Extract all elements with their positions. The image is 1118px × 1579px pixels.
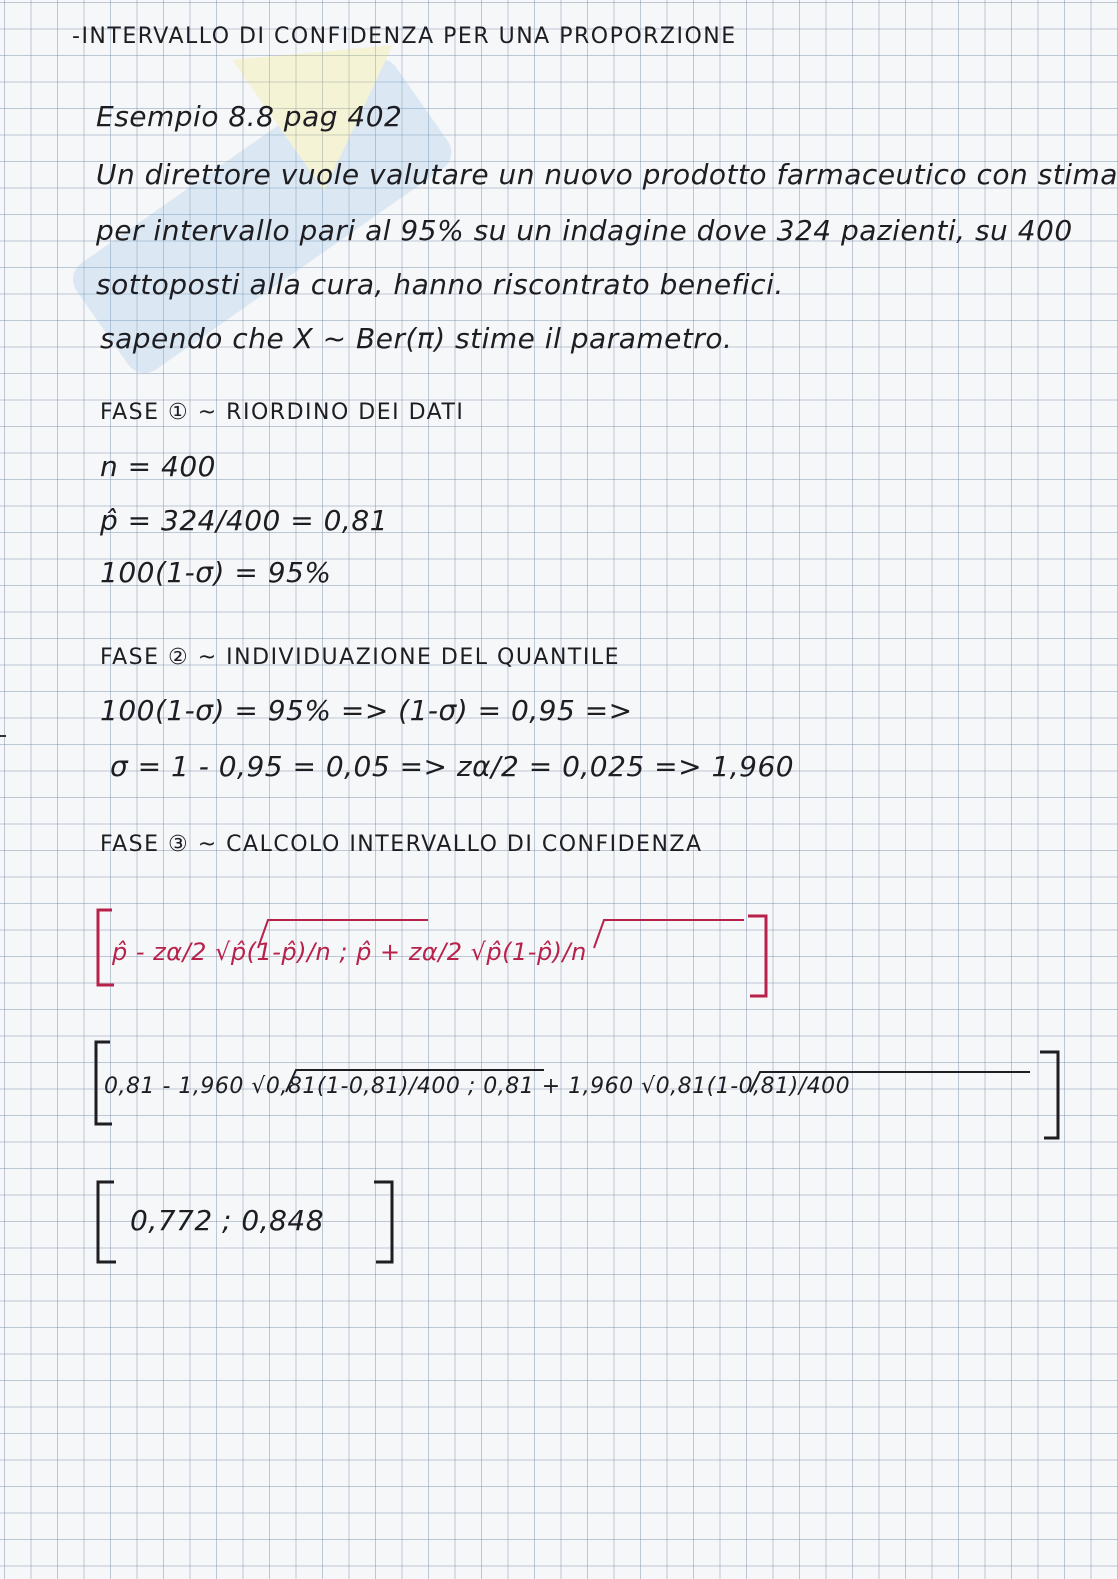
result-left-bracket [98, 1182, 116, 1262]
example-line: Un direttore vuole valutare un nuovo prodotto farmaceutico con stima [96, 158, 1118, 191]
phase-2-label: FASE ② ~ INDIVIDUAZIONE DEL QUANTILE [100, 645, 621, 670]
result-right-bracket [374, 1182, 392, 1262]
example-heading: Esempio 8.8 pag 402 [96, 100, 403, 133]
phase-1-label: FASE ① ~ RIORDINO DEI DATI [100, 400, 465, 425]
phase-3-label: FASE ③ ~ CALCOLO INTERVALLO DI CONFIDENZA [100, 832, 703, 857]
example-line: sapendo che X ~ Ber(π) stime il parametro. [100, 322, 733, 355]
phase-1-line: p̂ = 324/400 = 0,81 [100, 504, 388, 537]
phase-1-line: 100(1-σ) = 95% [100, 556, 332, 589]
phase-2-line: σ = 1 - 0,95 = 0,05 => zα/2 = 0,025 => 1,960 [110, 750, 795, 783]
phase-2-line: 100(1-σ) = 95% => (1-σ) = 0,95 => [100, 694, 633, 727]
ci-result: 0,772 ; 0,848 [130, 1204, 325, 1237]
example-line: sottoposti alla cura, hanno riscontrato benefici. [96, 268, 784, 301]
substituted-ci-formula: 0,81 - 1,960 √0,81(1-0,81)/400 ; 0,81 + 1,960 √0,81(1-0,81)/400 [104, 1074, 851, 1099]
red-right-bracket [748, 916, 766, 996]
sqrt-bar [594, 920, 744, 948]
margin-mark [0, 735, 6, 737]
right-bracket [1040, 1052, 1058, 1138]
general-ci-formula: p̂ - zα/2 √p̂(1-p̂)/n ; p̂ + zα/2 √p̂(1-p̂)/n [112, 938, 587, 966]
example-line: per intervallo pari al 95% su un indagine dove 324 pazienti, su 400 [96, 214, 1073, 247]
page-title: -INTERVALLO DI CONFIDENZA PER UNA PROPORZIONE [72, 24, 737, 49]
phase-1-line: n = 400 [100, 450, 216, 483]
